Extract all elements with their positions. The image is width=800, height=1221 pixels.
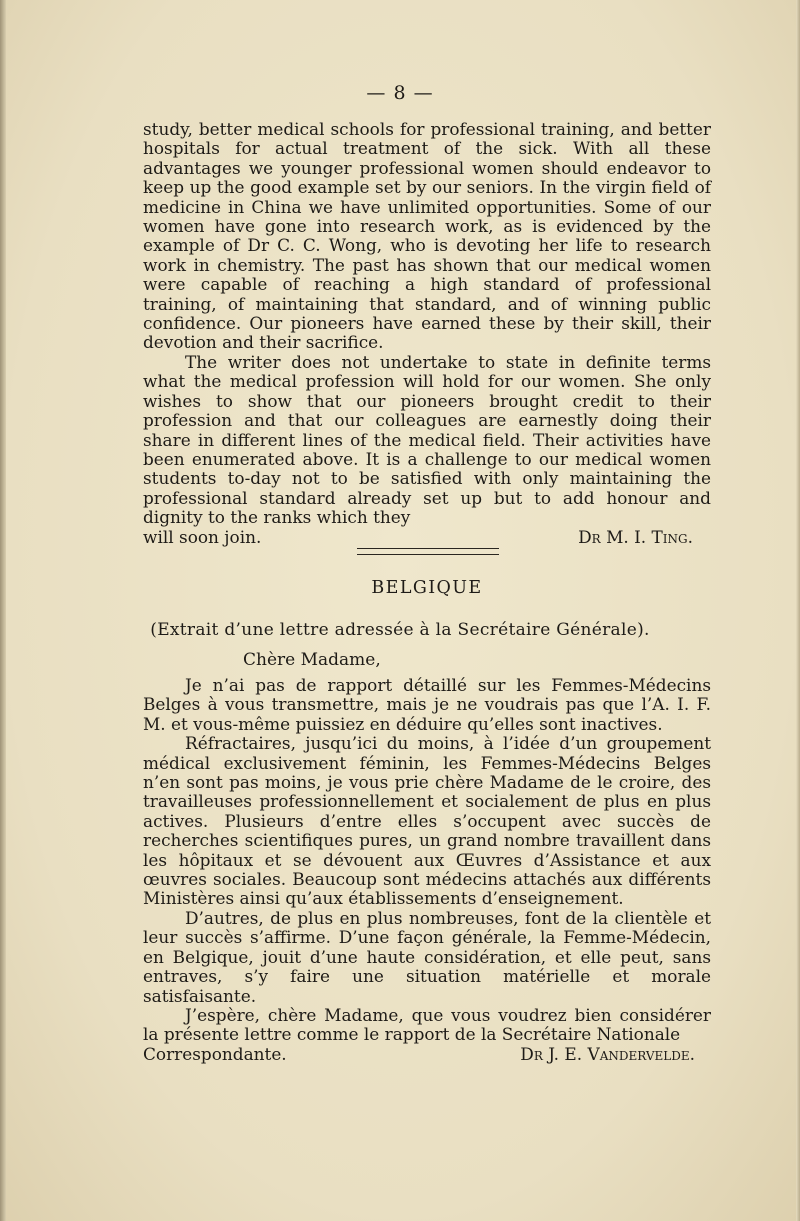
section-divider xyxy=(357,548,499,555)
page-left-edge xyxy=(0,0,6,1221)
closing-text: Correspondante. xyxy=(143,1043,287,1064)
section-heading: BELGIQUE xyxy=(371,578,483,598)
closing-line xyxy=(143,528,711,547)
page-number: — 8 — xyxy=(366,82,434,104)
signature: Dr M. I. Ting. xyxy=(578,526,693,547)
page-right-edge xyxy=(796,0,800,1221)
closing-line xyxy=(143,1045,711,1064)
section-subheading: (Extrait d’une lettre adressée à la Secrétaire Générale). xyxy=(150,620,650,640)
paragraph: J’espère, chère Madame, que vous voudrez bien considérer la présente lettre comme le rapport de la Secrétaire Nationale xyxy=(143,1004,711,1045)
paragraph: D’autres, de plus en plus nombreuses, font de la clientèle et leur succès s’affirme. D’une façon générale, la Femme-Médecin, en Belgique, jouit d’une haute considération, et elle peut, sans entraves, s’y faire une situation matérielle et morale satisfaisante. xyxy=(143,907,711,1006)
paragraph: Réfractaires, jusqu’ici du moins, à l’idée d’un groupement médical exclusivement féminin, les Femmes-Médecins Belges n’en sont pas moins, je vous prie chère Madame de le croire, des travailleuses professionnellement et socialement de plus en plus actives. Plusieurs d’entre elles s’occupent avec succès de recherches scientifiques pures, un grand nombre travaillent dans les hôpitaux et se dévouent aux Œuvres d’Assistance et aux œuvres sociales. Beaucoup sont médecins attachés aux différents Ministères ainsi qu’aux établissements d’enseignement. xyxy=(143,733,711,909)
section-china-report xyxy=(143,120,711,547)
paragraph: The writer does not undertake to state in definite terms what the medical profession will hold for our women. She only wishes to show that our pioneers brought credit to their profession and that our colleagues are earnestly doing their share in different lines of the medical field. Their activities have been enumerated above. It is a challenge to our medical women students to-day not to be satisfied with only maintaining the professional standard already set up but to add honour and dignity to the ranks which they xyxy=(143,351,711,528)
paragraph: study, better medical schools for professional training, and better hospitals for actual treatment of the sick. With all these advantages we younger professional women should endeavor to keep up the good example set by our seniors. In the virgin field of medicine in China we have unlimited opportunities. Some of our women have gone into research work, as is evidenced by the example of Dr C. C. Wong, who is devoting her life to research work in chemistry. The past has shown that our medical women were capable of reaching a high standard of professional training, of maintaining that standard, and of winning public confidence. Our pioneers have earned these by their skill, their devotion and their sacrifice. xyxy=(143,119,711,353)
signature: Dr J. E. Vandervelde. xyxy=(520,1043,695,1064)
paragraph: Je n’ai pas de rapport détaillé sur les Femmes-Médecins Belges à vous transmettre, mais je ne voudrais pas que l’A. I. F. M. et vous-même puissiez en déduire qu’elles sont inactives. xyxy=(143,675,711,734)
section-belgium-letter xyxy=(143,676,711,1064)
closing-text: will soon join. xyxy=(143,526,262,547)
salutation: Chère Madame, xyxy=(243,650,381,670)
